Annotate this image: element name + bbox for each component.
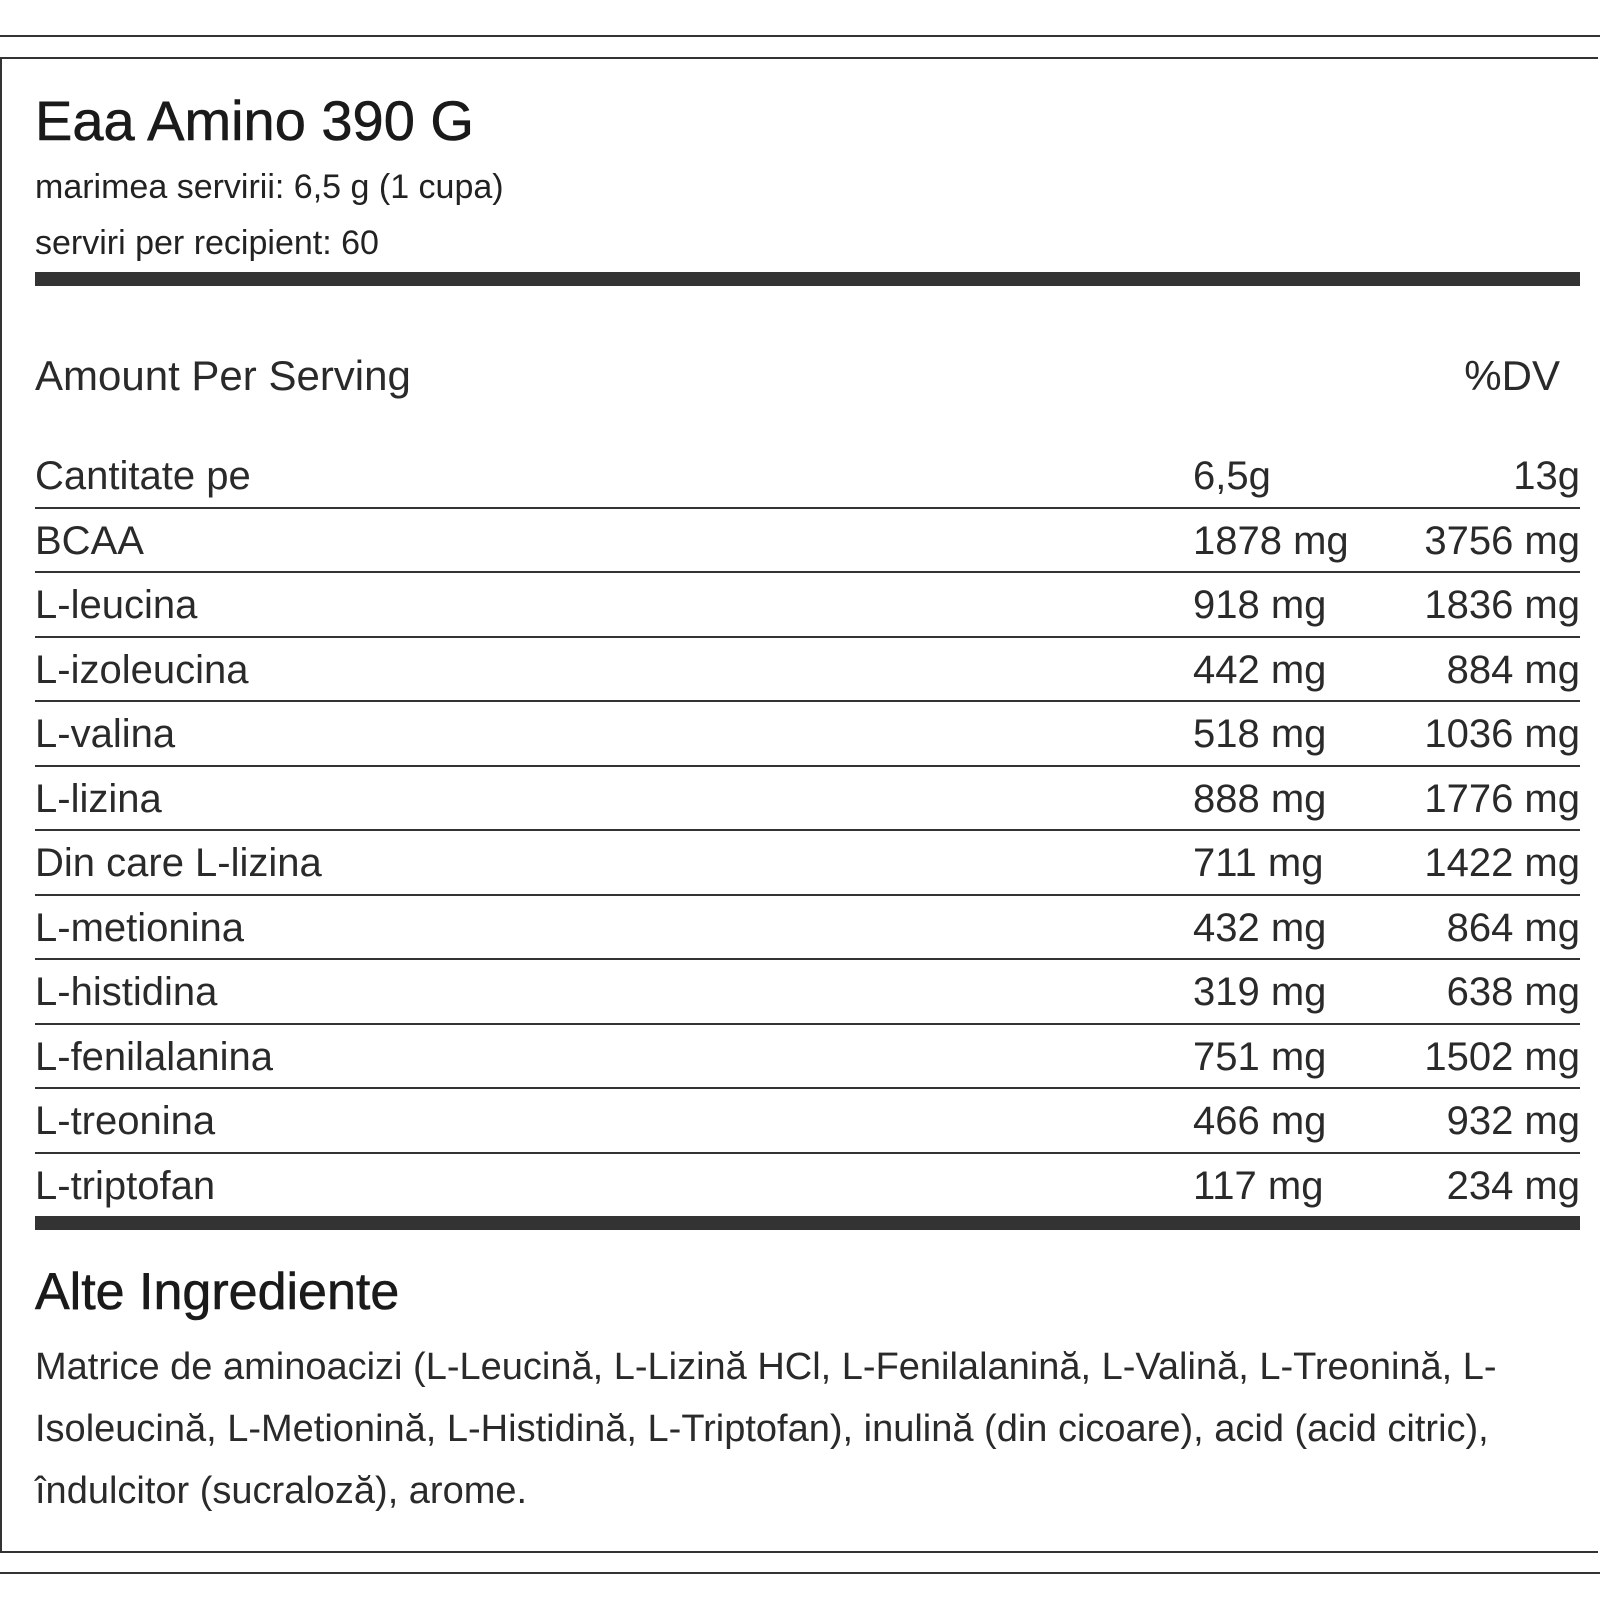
amount-per-serving: 751 mg [1193, 1034, 1327, 1079]
nutrient-name: L-lizina [35, 776, 162, 821]
table-row [35, 573, 1580, 638]
nutrient-name: L-leucina [35, 583, 198, 627]
table-row [35, 509, 1580, 574]
amount-per-serving: 711 mg [1193, 841, 1324, 885]
amount-per-serving: 6,5g [1193, 454, 1271, 498]
amount-per-serving: 442 mg [1193, 647, 1327, 692]
table-row [35, 1089, 1580, 1154]
table-row [35, 1025, 1580, 1090]
amount-double-serving: 3756 mg [1424, 518, 1580, 563]
thick-divider-bottom [35, 1216, 1580, 1230]
amount-per-serving-header: Amount Per Serving [35, 352, 411, 399]
table-row [35, 444, 1580, 509]
amount-per-serving: 466 mg [1193, 1099, 1327, 1143]
nutrient-name: L-treonina [35, 1099, 216, 1143]
amount-per-serving: 888 mg [1193, 776, 1327, 821]
amount-per-serving: 518 mg [1193, 712, 1327, 756]
amount-per-serving: 117 mg [1193, 1163, 1324, 1208]
nutrient-name: L-valina [35, 712, 176, 756]
amount-double-serving: 1502 mg [1424, 1034, 1580, 1079]
table-row [35, 702, 1580, 767]
table-row [35, 831, 1580, 896]
nutrient-name: L-metionina [35, 905, 245, 950]
amount-double-serving: 13g [1513, 454, 1580, 498]
table-row [35, 896, 1580, 961]
nutrient-table [35, 444, 1580, 1218]
table-row [35, 1154, 1580, 1219]
amount-double-serving: 1836 mg [1424, 583, 1580, 627]
table-row [35, 638, 1580, 703]
amount-double-serving: 884 mg [1446, 647, 1580, 692]
servings-per-container: serviri per recipient: 60 [35, 224, 379, 262]
table-row [35, 960, 1580, 1025]
nutrient-name: BCAA [35, 518, 144, 563]
product-title: Eaa Amino 390 G [35, 89, 474, 152]
nutrient-name: Din care L-lizina [35, 841, 322, 885]
other-ingredients-text: Matrice de aminoacizi (L-Leucină, L-Lizină HCl, L-Fenilalanină, L-Valină, L-Treonină, L-Isoleucină, L-Metionină, L-Histidină, L-Triptofan), inulină (din cicoare), acid (acid citric), îndulcitor (sucraloză), arome. [35, 1346, 1497, 1512]
bottom-divider [0, 1572, 1600, 1574]
amount-double-serving: 1422 mg [1424, 841, 1580, 885]
other-ingredients-title: Alte Ingrediente [35, 1263, 400, 1321]
amount-per-serving: 432 mg [1193, 905, 1327, 950]
thick-divider-top [35, 272, 1580, 286]
nutrient-name: L-izoleucina [35, 647, 249, 692]
dv-header: %DV [1464, 352, 1560, 399]
table-row [35, 767, 1580, 832]
amount-double-serving: 932 mg [1446, 1099, 1580, 1143]
nutrient-name: L-fenilalanina [35, 1034, 273, 1079]
amount-double-serving: 1036 mg [1424, 712, 1580, 756]
nutrient-name: L-triptofan [35, 1163, 216, 1208]
amount-per-serving: 918 mg [1193, 583, 1327, 627]
amount-double-serving: 864 mg [1446, 905, 1580, 950]
amount-double-serving: 638 mg [1446, 970, 1580, 1014]
amount-per-serving: 319 mg [1193, 970, 1327, 1014]
nutrient-name: Cantitate pe [35, 454, 251, 498]
amount-double-serving: 234 mg [1446, 1163, 1580, 1208]
amount-double-serving: 1776 mg [1424, 776, 1580, 821]
top-divider [0, 35, 1600, 37]
amount-per-serving: 1878 mg [1193, 518, 1349, 563]
nutrient-name: L-histidina [35, 970, 218, 1014]
serving-size: marimea servirii: 6,5 g (1 cupa) [35, 168, 504, 206]
